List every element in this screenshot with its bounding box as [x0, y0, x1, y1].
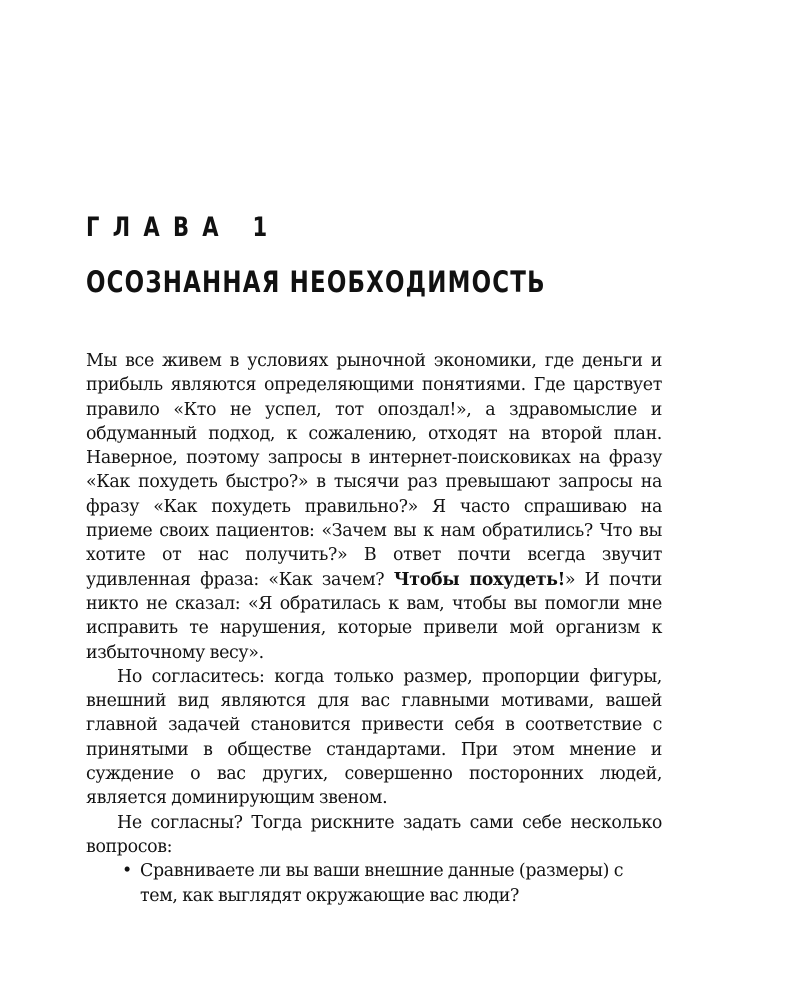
- paragraph-1-text-continued: » И почти никто не сказал: «Я обратилась к вам, чтобы вы помогли мне исправить те нарушения, которые привели мой организм к избыточному весу».: [86, 569, 663, 663]
- paragraph-3: Не согласны? Тогда рискните задать сами себе несколько вопросов:: [86, 812, 662, 857]
- list-item: [122, 859, 662, 908]
- question-list: [86, 859, 662, 908]
- chapter-label: ГЛАВА 1: [86, 212, 281, 243]
- chapter-title: ОСОЗНАННАЯ НЕОБХОДИМОСТЬ: [86, 265, 546, 299]
- bold-phrase: Чтобы похудеть!: [393, 569, 565, 590]
- chapter-body: [86, 349, 662, 908]
- bullet-icon: •: [122, 861, 132, 882]
- list-item-text: Сравниваете ли вы ваши внешние данные (размеры) с тем, как выглядят окружающие вас люди?: [140, 861, 624, 906]
- paragraph-2: Но согласитесь: когда только размер, пропорции фигуры, внешний вид являются для вас главными мотивами, вашей главной задачей становится привести себя в соответствие с принятыми в обществе стандартами. При этом мнение и суждение о вас других, совершенно посторонних людей, является доминирующим звеном.: [86, 666, 662, 809]
- paragraph-1-text: Мы все живем в условиях рыночной экономики, где деньги и прибыль являются определяющими понятиями. Где царствует правило «Кто не успел, тот опоздал!», а здравомыслие и обдуманный подход, к сожалению, отходят на второй план. Наверное, поэтому запросы в интернет-поисковиках на фразу «Как похудеть быстро?» в тысячи раз превышают запросы на фразу «Как похудеть правильно?» Я часто спрашиваю на приеме своих пациентов: «Зачем вы к нам обратились? Что вы хотите от нас получить?» В ответ почти всегда звучит удивленная фраза: «Как зачем?: [86, 351, 662, 590]
- book-page: [86, 0, 662, 1000]
- paragraph-1: [86, 349, 662, 665]
